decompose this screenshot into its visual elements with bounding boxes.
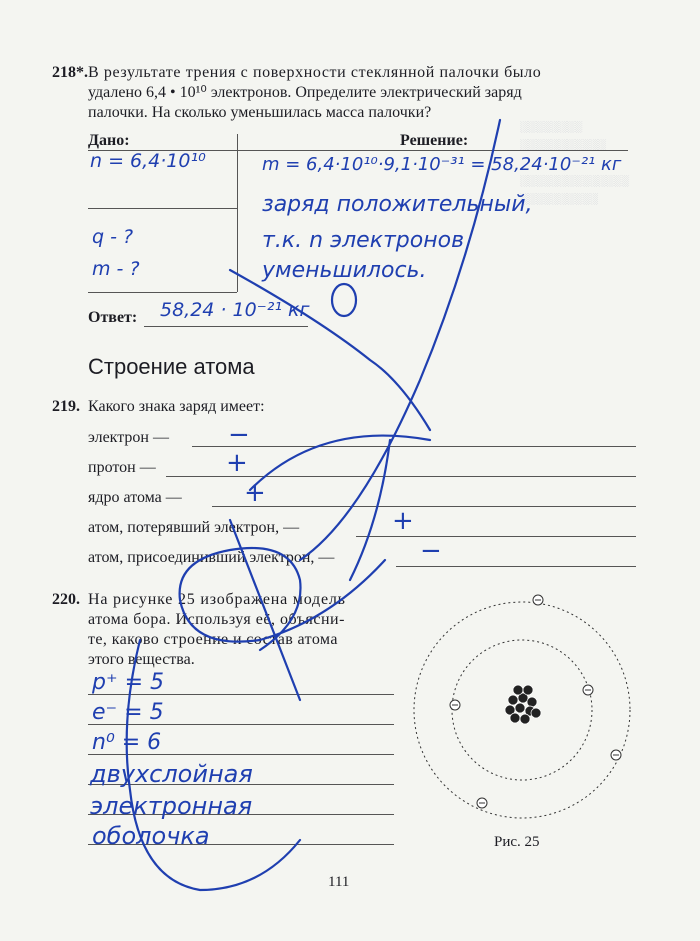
problem-220-line-2: атома бора. Используя её, объясни- [88,611,345,628]
handwritten-solution-4: уменьшилось. [262,258,427,283]
problem-220-line-4: этого вещества. [88,651,195,668]
item-label: атом, присоединивший электрон, — [88,549,335,566]
handwritten-answer: + [226,448,248,478]
handwritten-line: e⁻ = 5 [92,700,164,725]
solution-label: Решение: [400,132,469,149]
section-title: Строение атома [88,354,255,379]
handwritten-line: p⁺ = 5 [92,670,164,695]
nucleus [505,685,541,724]
figure-caption: Рис. 25 [494,834,540,850]
problem-218-line-1: В результате трения с поверхности стеклянной палочки было [88,64,542,81]
handwritten-line: оболочка [92,822,210,850]
handwritten-answer: + [392,506,414,536]
ink-scribbles [127,120,500,890]
given-label: Дано: [88,132,130,149]
item-label: атом, потерявший электрон, — [88,519,300,536]
handwritten-solution-2: заряд положительный, [262,192,533,217]
item-label: протон — [88,459,156,476]
handwritten-given-q: q - ? [92,226,134,248]
handwritten-line: электронная [90,792,253,820]
item-label: ядро атома — [88,489,182,506]
handwritten-solution-3: т.к. n электронов [262,228,465,253]
handwritten-given-m: m - ? [92,258,140,280]
handwritten-line: двухслойная [90,760,253,788]
problem-218-line-3: палочки. На сколько уменьшилась масса палочки? [88,104,432,121]
problem-220-line-3: те, каково строение и состав атома [88,631,338,648]
problem-220-number: 220. [52,591,80,608]
problem-218-number: 218*. [52,64,88,81]
problem-220-line-1: На рисунке 25 изображена модель [88,591,346,608]
page-number: 111 [328,874,350,890]
problem-218-line-2: удалено 6,4 • 10¹⁰ электронов. Определите электрический заряд [88,84,522,101]
handwritten-answer: − [420,536,442,566]
bleed-through-text: ░░░░░░░░ ░░░░░░░░░░░ ░░░░░░░░░░░░░░ ░░░░░░░░░░ [520,121,630,205]
handwritten-given-n: n = 6,4·10¹⁰ [90,150,206,172]
item-label: электрон — [88,429,169,446]
problem-219-question: Какого знака заряд имеет: [88,398,265,415]
handwritten-answer: 58,24 · 10⁻²¹ кг [160,299,310,321]
problem-219-number: 219. [52,398,80,415]
handwritten-line: n⁰ = 6 [92,730,162,755]
answer-label: Ответ: [88,309,138,326]
handwritten-answer: + [244,478,266,508]
handwritten-answer: − [228,420,250,450]
handwritten-solution-1: m = 6,4·10¹⁰·9,1·10⁻³¹ = 58,24·10⁻²¹ кг [262,154,622,175]
